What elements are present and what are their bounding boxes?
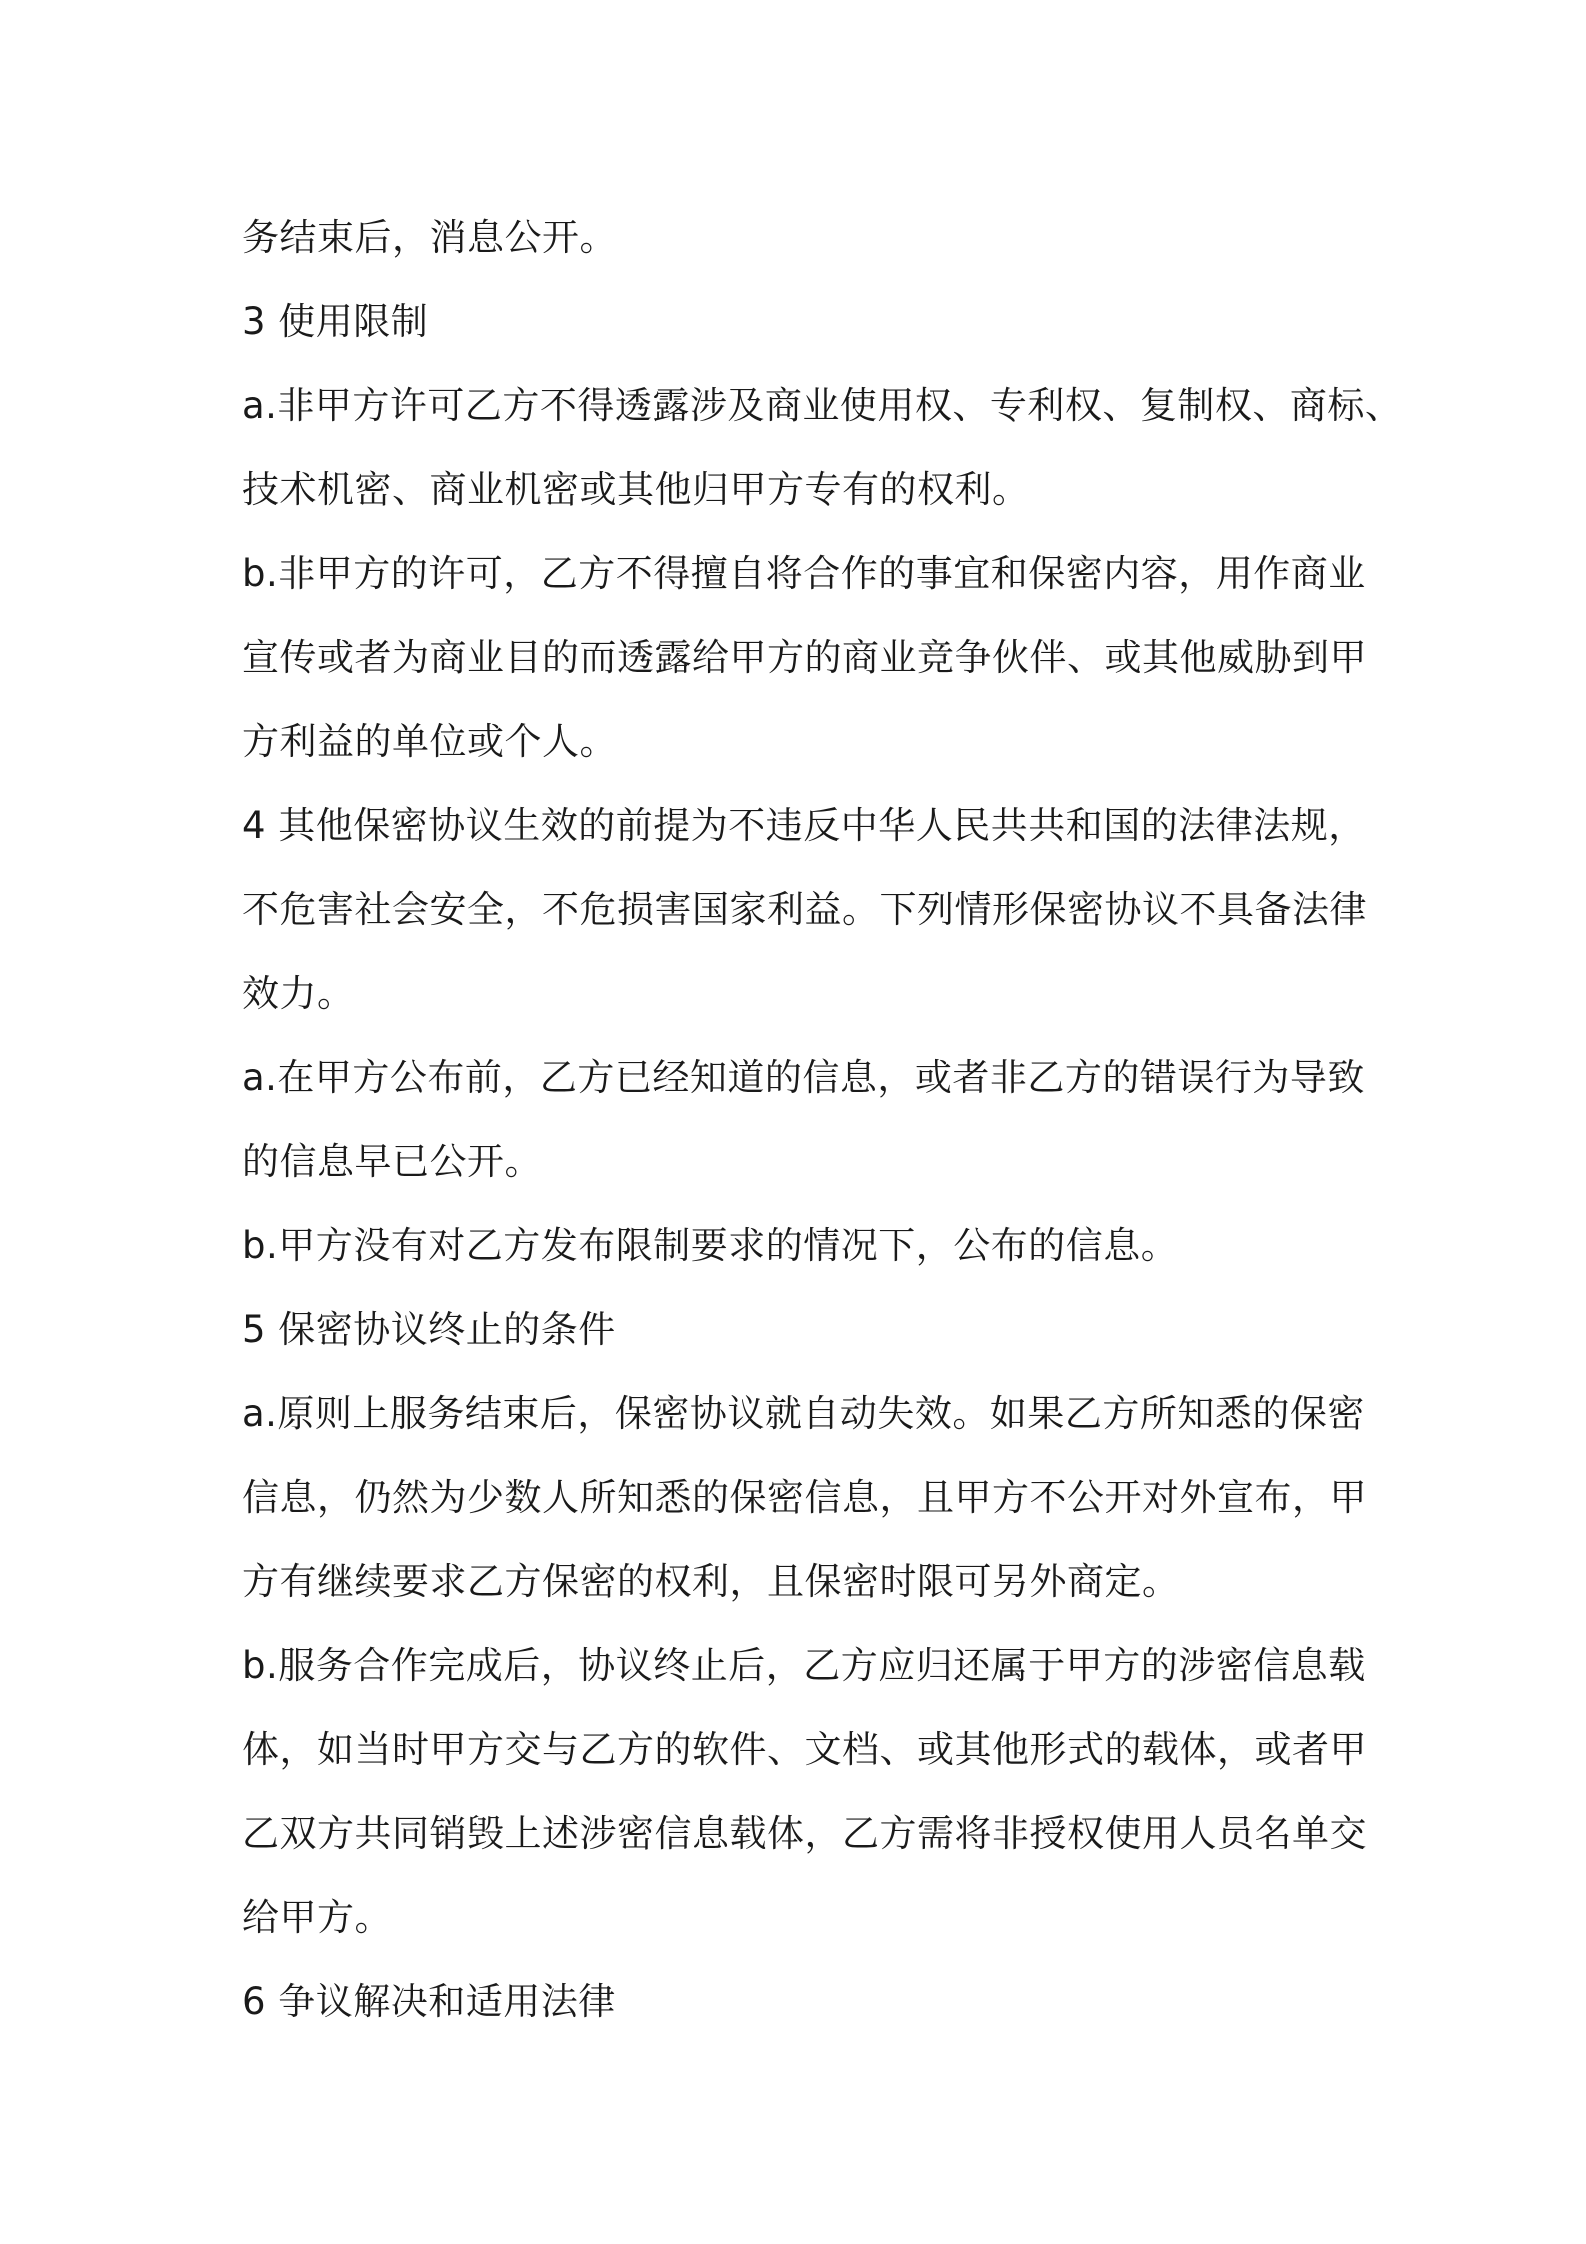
text-line: 方有继续要求乙方保密的权利，且保密时限可另外商定。 <box>242 1560 1180 1603</box>
text-line: 方利益的单位或个人。 <box>242 720 617 763</box>
text-line: 务结束后，消息公开。 <box>242 216 617 259</box>
text-line: 乙双方共同销毁上述涉密信息载体，乙方需将非授权使用人员名单交 <box>242 1812 1367 1855</box>
text-line: 体，如当时甲方交与乙方的软件、文档、或其他形式的载体，或者甲 <box>242 1728 1367 1771</box>
text-line: 的信息早已公开。 <box>242 1140 542 1183</box>
text-line: 给甲方。 <box>242 1896 392 1939</box>
text-line: b.甲方没有对乙方发布限制要求的情况下，公布的信息。 <box>242 1224 1179 1267</box>
section-heading: 5 保密协议终止的条件 <box>242 1308 616 1351</box>
text-line: a.在甲方公布前，乙方已经知道的信息，或者非乙方的错误行为导致 <box>242 1056 1365 1099</box>
document-page <box>242 196 1403 2044</box>
section-heading: 4 其他保密协议生效的前提为不违反中华人民共共和国的法律法规， <box>242 804 1366 847</box>
text-line: 不危害社会安全，不危损害国家利益。下列情形保密协议不具备法律 <box>242 888 1367 931</box>
section-heading: 3 使用限制 <box>242 300 429 343</box>
text-line: b.服务合作完成后，协议终止后，乙方应归还属于甲方的涉密信息载 <box>242 1644 1366 1687</box>
text-line: a.非甲方许可乙方不得透露涉及商业使用权、专利权、复制权、商标、 <box>242 384 1403 427</box>
text-line: 宣传或者为商业目的而透露给甲方的商业竞争伙伴、或其他威胁到甲 <box>242 636 1367 679</box>
text-line: 信息，仍然为少数人所知悉的保密信息，且甲方不公开对外宣布，甲 <box>242 1476 1367 1519</box>
text-line: a.原则上服务结束后，保密协议就自动失效。如果乙方所知悉的保密 <box>242 1392 1365 1435</box>
text-line: 技术机密、商业机密或其他归甲方专有的权利。 <box>242 468 1030 511</box>
text-line: 效力。 <box>242 972 355 1015</box>
text-line: b.非甲方的许可，乙方不得擅自将合作的事宜和保密内容，用作商业 <box>242 552 1366 595</box>
section-heading: 6 争议解决和适用法律 <box>242 1980 616 2023</box>
